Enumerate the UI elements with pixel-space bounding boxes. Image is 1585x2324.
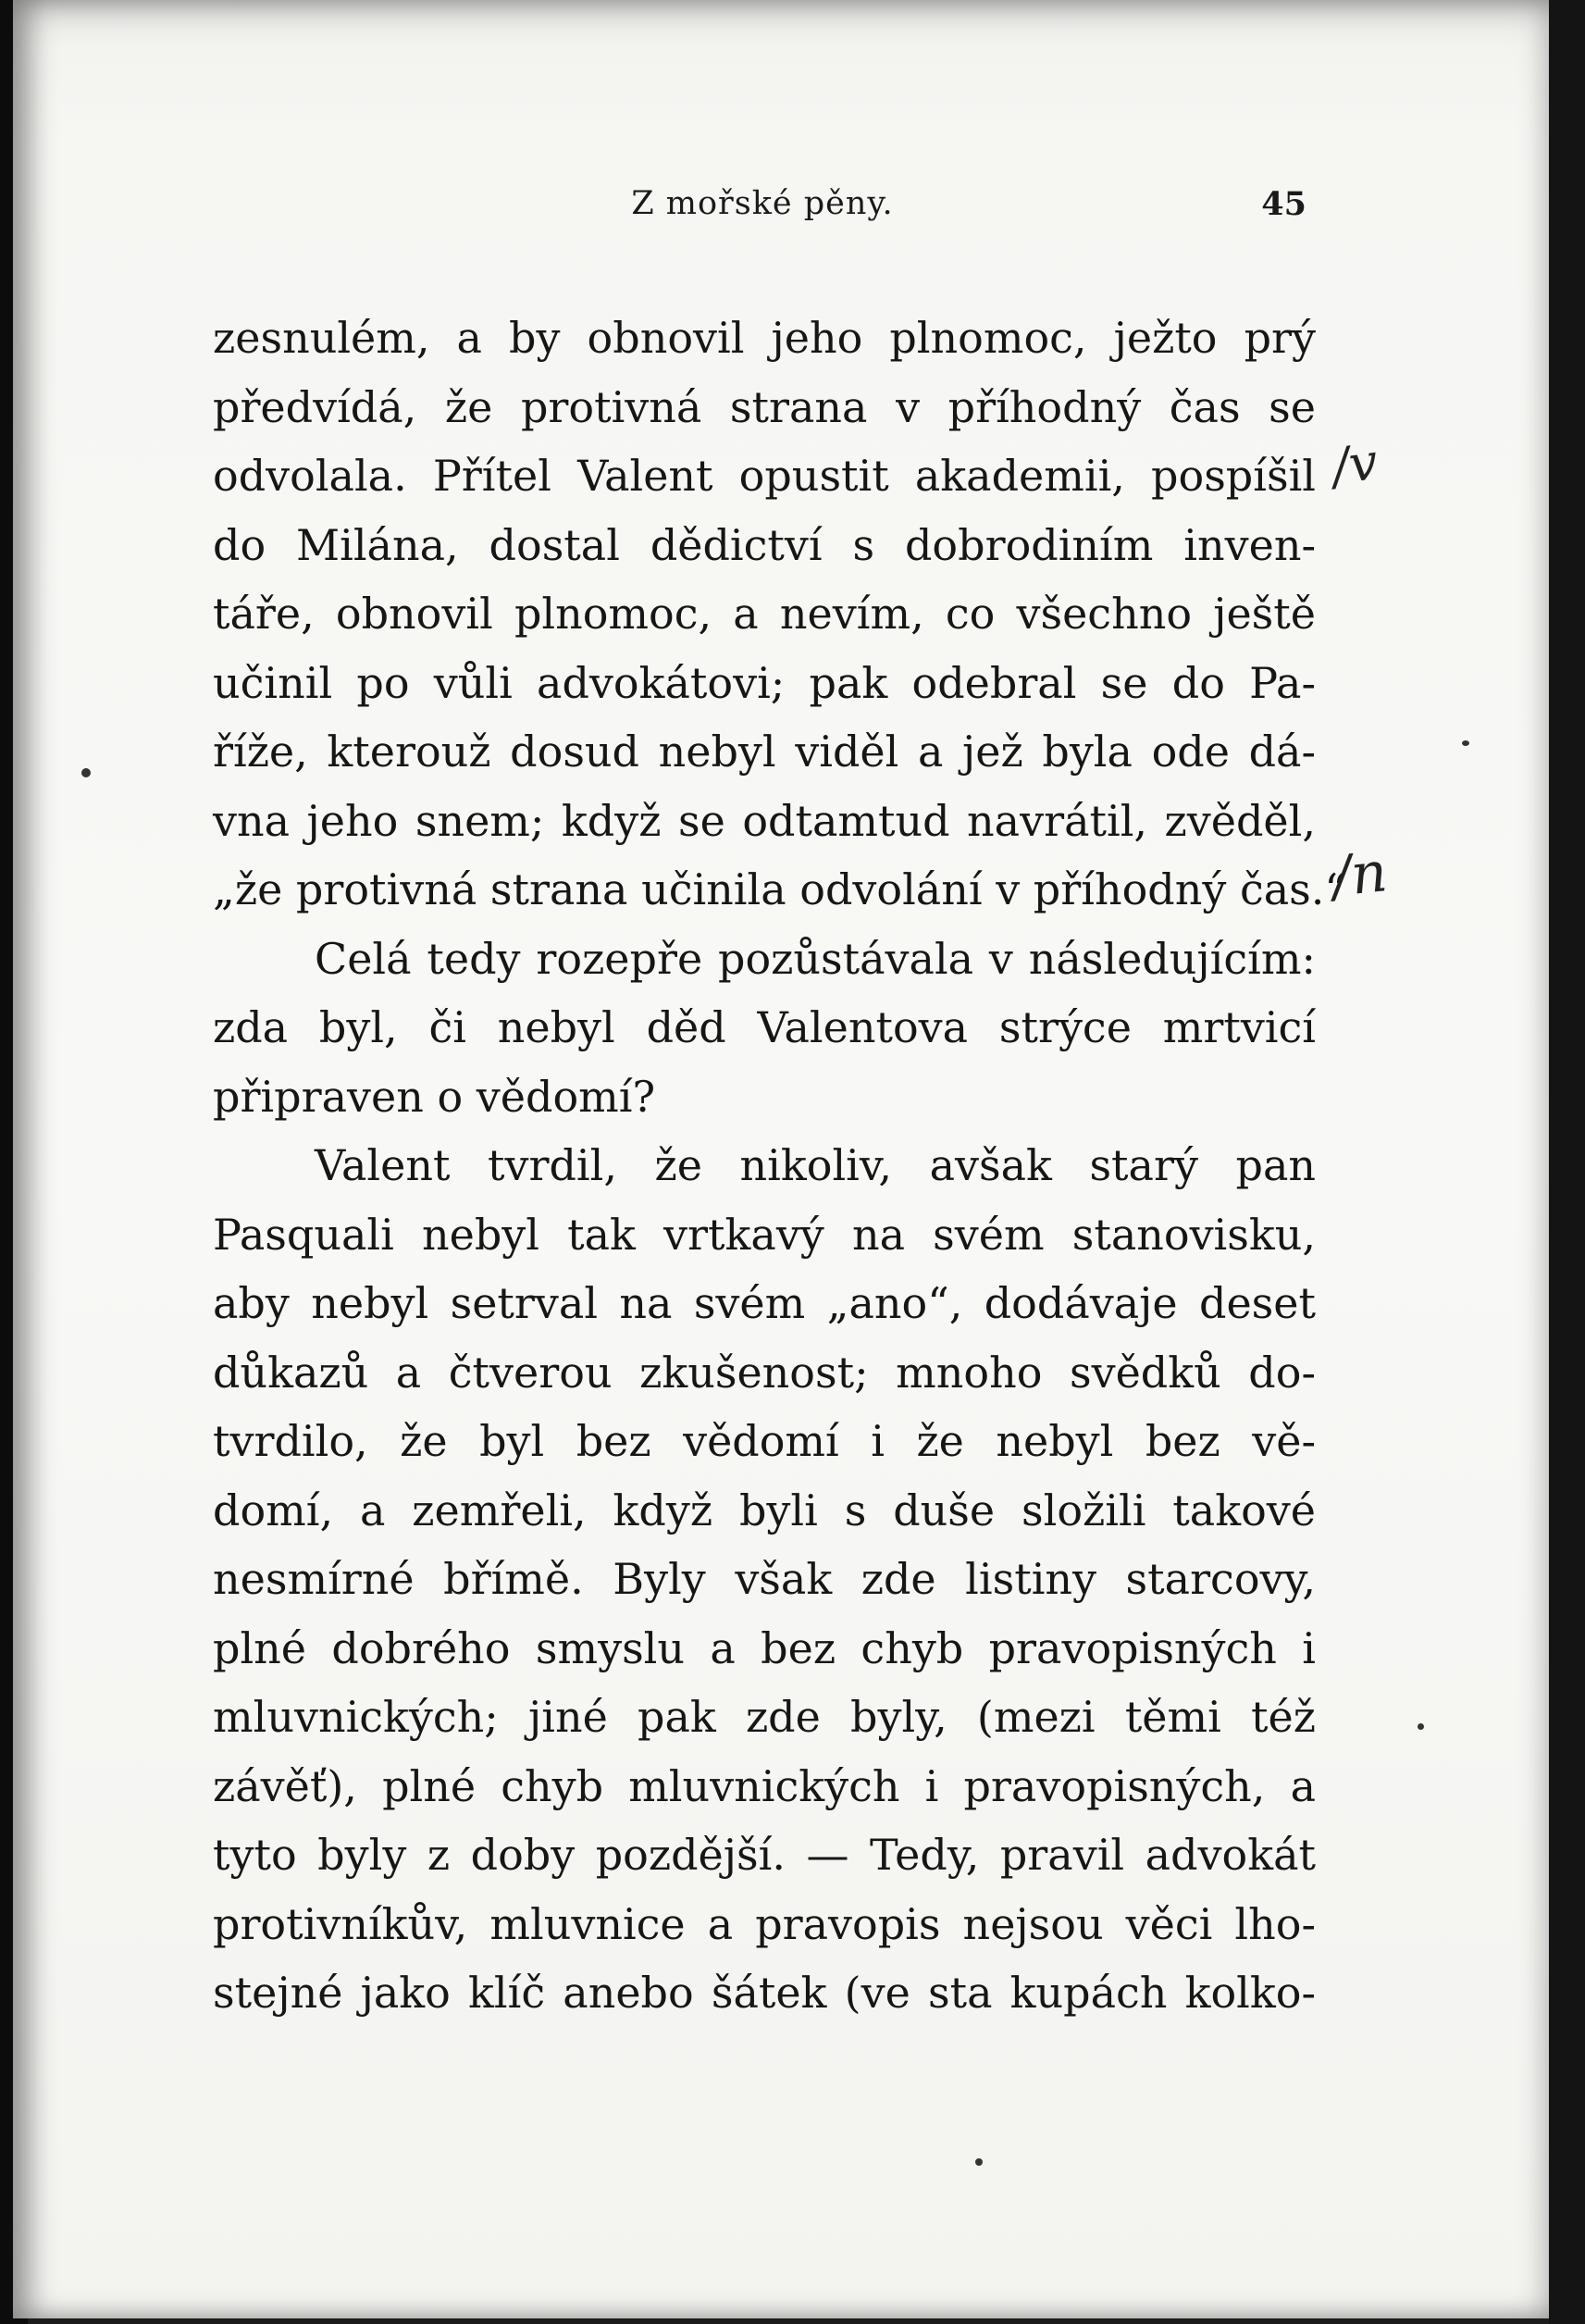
text-line: „že protivná strana učinila odvolání v příhodný čas.“ xyxy=(213,864,1346,914)
text-line: plné dobrého smyslu a bez chyb pravopisných i xyxy=(213,1622,1316,1673)
text-line: tvrdilo, že byl bez vědomí i že nebyl bez vě- xyxy=(213,1416,1316,1466)
text-line: zesnulém, a by obnovil jeho plnomoc, ježto prý xyxy=(213,313,1316,363)
scan-speck xyxy=(81,768,91,777)
handwritten-correction-mark: /v xyxy=(1328,431,1381,497)
text-line: důkazů a čtverou zkušenost; mnoho svědků do- xyxy=(213,1347,1316,1398)
scan-speck xyxy=(1462,740,1469,746)
text-line: protivníkův, mluvnice a pravopis nejsou věci lho- xyxy=(213,1898,1316,1949)
text-line: tyto byly z doby pozdější. — Tedy, pravil advokát xyxy=(213,1830,1316,1880)
text-line: předvídá, že protivná strana v příhodný čas se xyxy=(213,381,1316,432)
text-line: říže, kterouž dosud nebyl viděl a jež byla ode dá- xyxy=(213,727,1316,777)
text-line: odvolala. Přítel Valent opustit akademii, pospíšil xyxy=(213,451,1316,501)
text-line: táře, obnovil plnomoc, a nevím, co všechno ještě xyxy=(213,589,1316,639)
text-line: aby nebyl setrval na svém „ano“, dodávaje deset xyxy=(213,1278,1316,1328)
page-header xyxy=(209,185,1316,231)
text-line: stejné jako klíč anebo šátek (ve sta kupách kolko- xyxy=(213,1968,1316,2018)
scan-speck xyxy=(1418,1723,1424,1730)
body-text xyxy=(213,304,1346,2028)
text-line: do Milána, dostal dědictví s dobrodiním inven- xyxy=(213,519,1316,570)
text-line: mluvnických; jiné pak zde byly, (mezi těmi též xyxy=(213,1692,1316,1742)
text-line: vna jeho snem; když se odtamtud navrátil, zvěděl, xyxy=(213,795,1316,846)
text-line-paragraph-end: připraven o vědomí? xyxy=(213,1071,656,1122)
text-line: Pasquali nebyl tak vrtkavý na svém stanovisku, xyxy=(213,1209,1316,1260)
running-title: Z mořské pěny. xyxy=(631,185,894,222)
text-line-paragraph-start: Valent tvrdil, že nikoliv, avšak starý pan xyxy=(315,1140,1316,1190)
text-line: domí, a zemřeli, když byli s duše složili takové xyxy=(213,1485,1316,1535)
page-number: 45 xyxy=(1261,185,1306,223)
scan-speck xyxy=(975,2158,983,2166)
handwritten-correction-mark: /n xyxy=(1329,839,1391,910)
text-line: zda byl, či nebyl děd Valentova strýce mrtvicí xyxy=(213,1002,1316,1052)
text-line: závěť), plné chyb mluvnických i pravopisných, a xyxy=(213,1760,1316,1811)
text-line: učinil po vůli advokátovi; pak odebral se do Pa- xyxy=(213,657,1316,708)
text-line-paragraph-start: Celá tedy rozepře pozůstávala v následujícím: xyxy=(315,933,1316,984)
text-line: nesmírné břímě. Byly však zde listiny starcovy, xyxy=(213,1554,1316,1604)
scan-right-edge xyxy=(1549,0,1585,2324)
